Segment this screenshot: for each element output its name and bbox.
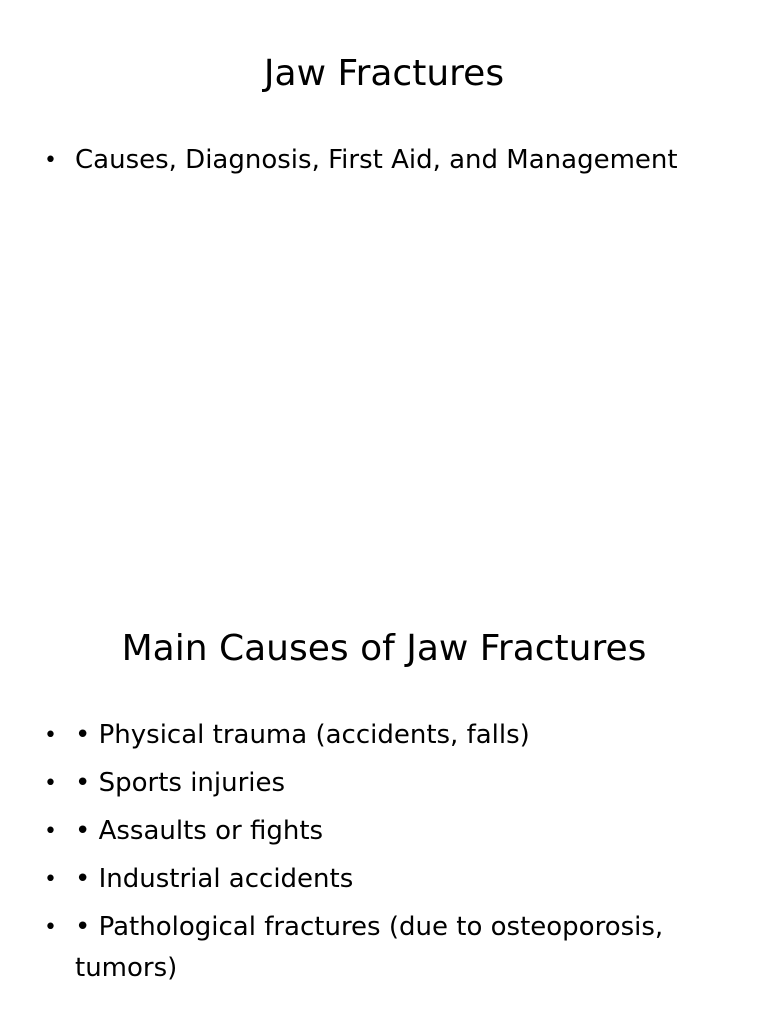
bullet-marker: • — [44, 819, 57, 844]
slide-2-title: Main Causes of Jaw Fractures — [121, 628, 647, 669]
bullet-marker: • — [44, 771, 57, 796]
slide-2-bullet-list — [0, 715, 768, 996]
bullet-marker: • — [44, 915, 57, 940]
slide-1-bullet-item — [0, 140, 768, 181]
bullet-marker: • — [44, 867, 57, 892]
bullet-text: • Industrial accidents — [75, 864, 354, 894]
slide-1-bullet-list — [0, 140, 768, 188]
slide-2 — [0, 576, 768, 1024]
slide-1-title: Jaw Fractures — [263, 53, 505, 94]
slide-2-bullet-item — [0, 763, 768, 804]
slide-2-bullet-item — [0, 907, 768, 989]
bullet-text: • Sports injuries — [75, 768, 286, 798]
bullet-text: • Pathological fractures (due to osteoporosis, tumors) — [75, 912, 664, 983]
bullet-marker: • — [44, 723, 57, 748]
bullet-text: Causes, Diagnosis, First Aid, and Management — [75, 145, 678, 175]
slide-2-bullet-item — [0, 715, 768, 756]
bullet-marker: • — [44, 148, 57, 173]
bullet-text: • Physical trauma (accidents, falls) — [75, 720, 530, 750]
slide-2-bullet-item — [0, 859, 768, 900]
bullet-text: • Assaults or fights — [75, 816, 324, 846]
slide-2-bullet-item — [0, 811, 768, 852]
